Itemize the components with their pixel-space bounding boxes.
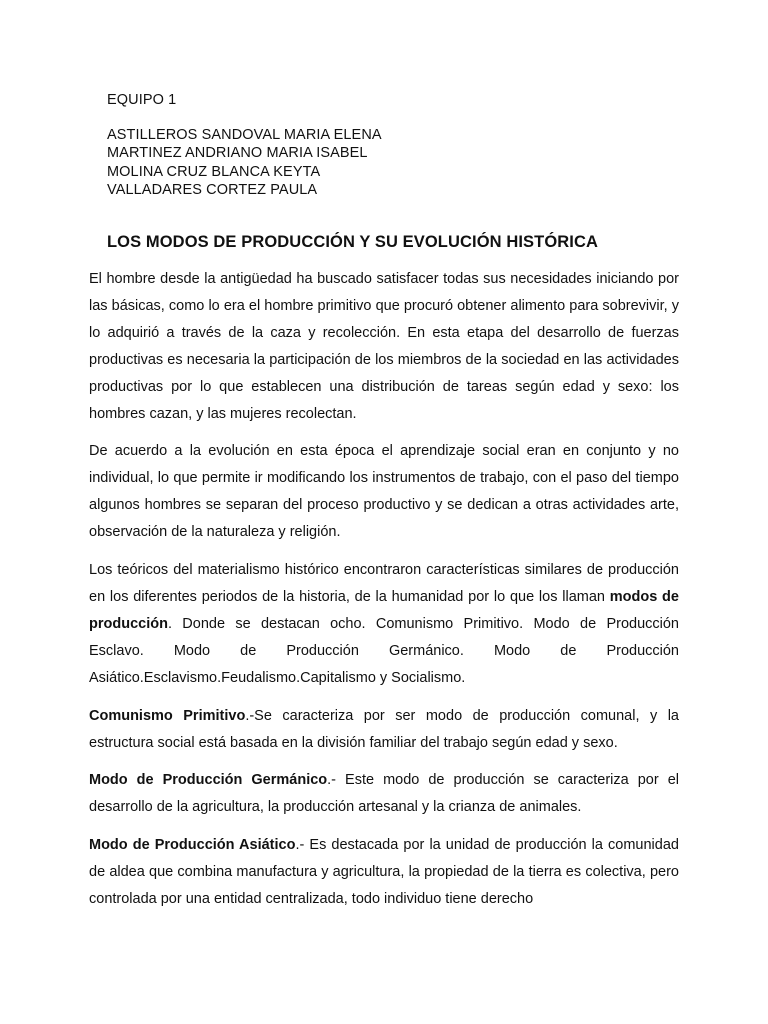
team-member: ASTILLEROS SANDOVAL MARIA ELENA bbox=[107, 127, 382, 144]
team-label: EQUIPO 1 bbox=[107, 92, 177, 108]
paragraph-text: .-Se caracteriza por ser modo de producción comunal, y la estructura social está basada en la división familiar del trabajo según edad y sexo. bbox=[89, 707, 679, 751]
bold-term: modos de producción bbox=[89, 588, 679, 632]
team-member: MOLINA CRUZ BLANCA KEYTA bbox=[107, 163, 321, 180]
document-body bbox=[89, 266, 679, 913]
bold-term: Modo de Producción Asiático bbox=[89, 837, 296, 854]
paragraph-comunismo-primitivo bbox=[89, 703, 679, 757]
team-member: MARTINEZ ANDRIANO MARIA ISABEL bbox=[107, 145, 368, 162]
document-title: LOS MODOS DE PRODUCCIÓN Y SU EVOLUCIÓN HISTÓRICA bbox=[107, 233, 598, 251]
paragraph-evolution: De acuerdo a la evolución en esta época el aprendizaje social eran en conjunto y no individual, lo que permite ir modificando los instrumentos de trabajo, con el paso del tiempo algunos hombres se separan del proceso productivo y se dedican a otras actividades arte, observación de la naturaleza y religión. bbox=[89, 443, 679, 541]
paragraph-text: . Donde se destacan ocho. Comunismo Primitivo. Modo de Producción Esclavo. Modo de Producción Germánico. Modo de Producción Asiático.Esclavismo.Feudalismo.Capitalismo y Socialismo. bbox=[89, 615, 679, 686]
paragraph-text: .- Este modo de producción se caracteriza por el desarrollo de la agricultura, la producción artesanal y la crianza de animales. bbox=[89, 772, 680, 816]
team-header bbox=[107, 91, 382, 199]
paragraph-modo-germanico bbox=[89, 767, 679, 821]
paragraph-text: Los teóricos del materialismo histórico encontraron características similares de producción en los diferentes periodos de la historia, de la humanidad por lo que los llaman bbox=[89, 562, 679, 605]
bold-term: Modo de Producción Germánico bbox=[89, 772, 328, 789]
bold-term: Comunismo Primitivo bbox=[89, 707, 246, 724]
paragraph-modo-asiatico bbox=[89, 832, 679, 913]
paragraph-intro: El hombre desde la antigüedad ha buscado satisfacer todas sus necesidades iniciando por las básicas, como lo era el hombre primitivo que procuró obtener alimento para sobrevivir, y lo adquirió a través de la caza y recolección. En esta etapa del desarrollo de fuerzas productivas es necesaria la participación de los miembros de la sociedad en las actividades productivas por lo que establecen una distribución de tareas según edad y sexo: los hombres cazan, y las mujeres recolectan. bbox=[89, 271, 679, 422]
team-member: VALLADARES CORTEZ PAULA bbox=[107, 181, 318, 198]
paragraph-text: .- Es destacada por la unidad de producción la comunidad de aldea que combina manufactura y agricultura, la propiedad de la tierra es colectiva, pero controlada por una entidad centralizada, todo individuo tiene derecho bbox=[89, 837, 679, 908]
paragraph-modes-overview bbox=[89, 557, 679, 692]
